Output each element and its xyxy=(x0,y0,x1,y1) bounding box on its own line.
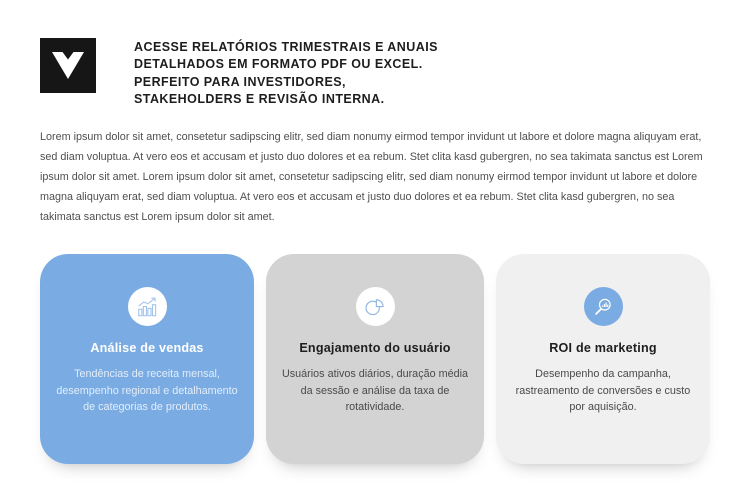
logo-arrow-icon xyxy=(51,51,85,81)
card-marketing-roi xyxy=(496,254,710,464)
card-title: ROI de marketing xyxy=(549,341,657,356)
header xyxy=(40,38,710,108)
card-icon-circle xyxy=(584,287,623,326)
page-title-line: ACESSE RELATÓRIOS TRIMESTRAIS E ANUAIS xyxy=(134,40,438,54)
card-sales-analysis xyxy=(40,254,254,464)
card-description: Desempenho da campanha, rastreamento de conversões e custo por aquisição. xyxy=(515,368,691,414)
card-user-engagement xyxy=(266,254,484,464)
pie-chart-icon xyxy=(364,296,386,318)
card-title: Engajamento do usuário xyxy=(299,341,451,356)
page-title xyxy=(134,38,438,108)
card-icon-circle xyxy=(128,287,167,326)
card-icon-circle xyxy=(356,287,395,326)
page-title-line: STAKEHOLDERS E REVISÃO INTERNA. xyxy=(134,91,385,106)
intro-paragraph: Lorem ipsum dolor sit amet, consetetur sadipscing elitr, sed diam nonumy eirmod tempor invidunt ut labore et dolore magna aliquyam erat, sed diam voluptua. At vero eos et accusam et justo duo dolores et ea rebum. Stet clita kasd gubergren, no sea takimata sanctus est Lorem ipsum dolor sit amet. Lorem ipsum dolor sit amet, consetetur sadipscing elitr, sed diam nonumy eirmod tempor invidunt ut labore et dolore magna aliquyam erat, sed diam voluptua. At vero eos et accusam et justo duo dolores et ea rebum. Stet clita kasd gubergren, no sea takimata sanctus est Lorem ipsum dolor sit amet. xyxy=(40,131,703,224)
magnifier-chart-icon xyxy=(592,296,614,318)
bar-chart-icon xyxy=(136,296,158,318)
card-description: Tendências de receita mensal, desempenho regional e detalhamento de categorias de produtos. xyxy=(56,368,238,414)
card-description: Usuários ativos diários, duração média da sessão e análise da taxa de rotatividade. xyxy=(281,368,469,414)
page-title-line: PERFEITO PARA INVESTIDORES, xyxy=(134,74,346,89)
card-title: Análise de vendas xyxy=(90,341,204,356)
feature-cards xyxy=(40,254,710,464)
page-title-line: DETALHADOS EM FORMATO PDF OU EXCEL. xyxy=(134,57,423,72)
company-logo[interactable] xyxy=(40,38,96,93)
